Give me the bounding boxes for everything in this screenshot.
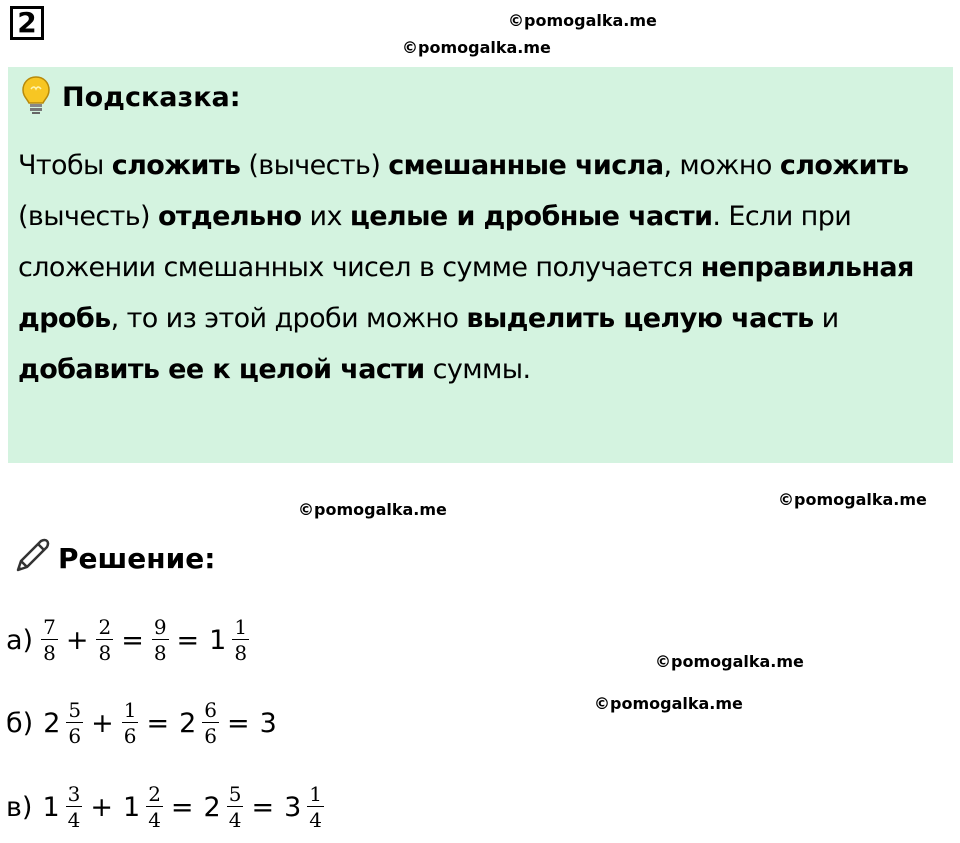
hint-header: [20, 77, 241, 117]
solution-row-c: [6, 772, 326, 842]
hint-text-segment: их: [301, 201, 350, 232]
row-label: б): [6, 707, 34, 739]
whole-number: 1: [123, 791, 141, 823]
hint-bold-text: смешанные числа: [388, 150, 664, 181]
whole-number: 1: [42, 791, 60, 823]
hint-text-segment: Если при сложении смешанных чисел в сумме получается: [18, 201, 852, 283]
denominator: 4: [148, 808, 161, 832]
denominator: 4: [67, 808, 81, 832]
fraction: [202, 699, 219, 747]
fraction: [122, 699, 139, 747]
numerator: 5: [228, 782, 242, 806]
operator: =: [121, 624, 144, 656]
numerator: 1: [309, 782, 323, 806]
operator: =: [170, 791, 194, 823]
denominator: 8: [234, 641, 248, 665]
whole-number: 2: [203, 791, 221, 823]
hint-bold-text: целые и дробные части: [349, 201, 713, 232]
lightbulb-icon: [20, 75, 52, 120]
denominator: 8: [98, 641, 112, 665]
denominator: 8: [153, 641, 167, 665]
fraction: [307, 783, 324, 831]
numerator: 5: [68, 698, 82, 722]
row-label: в): [6, 791, 33, 823]
hint-text-segment: , можно: [663, 150, 780, 181]
watermark: ©pomogalka.me: [655, 652, 804, 671]
whole-number: 3: [284, 791, 302, 823]
watermark: ©pomogalka.me: [508, 11, 657, 30]
operator: =: [251, 791, 275, 823]
whole-number: 3: [259, 707, 277, 739]
hint-bold-text: отдельно: [157, 201, 302, 232]
hint-text: [18, 140, 938, 395]
numerator: 1: [123, 698, 137, 722]
hint-bold-text: неправильная дробь: [18, 252, 914, 334]
hint-text-segment: (вычесть): [240, 150, 389, 181]
fraction: [146, 783, 163, 831]
denominator: 6: [204, 724, 218, 748]
fraction: [96, 616, 113, 664]
numerator: 1: [234, 615, 248, 639]
solution-header: [12, 536, 215, 580]
denominator: 8: [43, 641, 56, 665]
hint-text-segment: и: [813, 303, 839, 334]
fraction: [152, 616, 169, 664]
whole-number: 1: [209, 624, 227, 656]
row-label: а): [6, 624, 34, 656]
hint-title: Подсказка:: [62, 81, 241, 113]
numerator: 9: [153, 615, 167, 639]
solution-title: Решение:: [58, 541, 216, 575]
operator: +: [90, 791, 113, 823]
denominator: 6: [68, 724, 82, 748]
denominator: 4: [309, 808, 323, 832]
numerator: 3: [67, 782, 81, 806]
solution-row-a: [6, 605, 251, 675]
fraction: [227, 783, 244, 831]
operator: =: [176, 624, 200, 656]
numerator: 6: [204, 698, 218, 722]
hint-bold-text: выделить целую часть: [466, 303, 814, 334]
hint-bold-text: добавить ее к целой части: [18, 354, 425, 385]
denominator: 6: [123, 724, 137, 748]
solution-row-b: [6, 688, 281, 758]
fraction: [66, 783, 83, 831]
operator: =: [227, 707, 250, 739]
watermark: ©pomogalka.me: [402, 38, 551, 57]
fraction: [232, 616, 249, 664]
hint-text-segment: Чтобы: [18, 150, 112, 181]
pencil-icon: [12, 536, 52, 581]
hint-text-segment: , то из этой дроби можно: [110, 303, 467, 334]
operator: +: [65, 624, 89, 656]
fraction: [66, 699, 83, 747]
watermark: ©pomogalka.me: [778, 490, 927, 509]
task-number: 2: [10, 6, 44, 40]
hint-text-segment: суммы.: [424, 354, 531, 385]
whole-number: 2: [43, 707, 61, 739]
hint-bold-text: сложить: [111, 150, 241, 181]
watermark: ©pomogalka.me: [594, 694, 743, 713]
watermark: ©pomogalka.me: [298, 500, 447, 519]
operator: +: [91, 707, 114, 739]
hint-text-segment: .: [712, 201, 729, 232]
denominator: 4: [228, 808, 242, 832]
numerator: 7: [43, 615, 56, 639]
numerator: 2: [148, 782, 161, 806]
operator: =: [146, 707, 170, 739]
numerator: 2: [98, 615, 112, 639]
whole-number: 2: [179, 707, 197, 739]
hint-bold-text: сложить: [779, 150, 909, 181]
hint-text-segment: (вычесть): [18, 201, 158, 232]
fraction: [41, 616, 58, 664]
